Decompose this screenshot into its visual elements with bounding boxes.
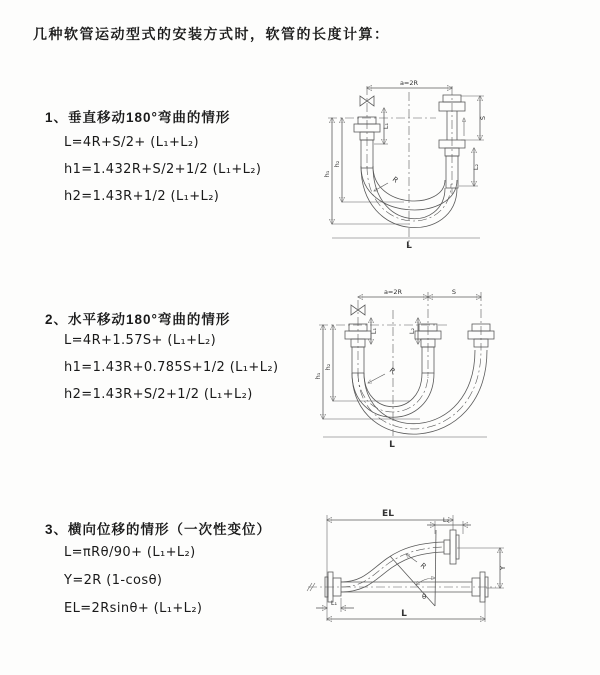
left-fitting	[345, 324, 371, 373]
section-1-heading: 1、垂直移动180°弯曲的情形	[45, 110, 231, 125]
formula-line: h2=1.43R+S/2+1/2 (L₁+L₂)	[64, 387, 253, 402]
dim-label-h1: h₁	[314, 372, 322, 380]
formula-line: h2=1.43R+1/2 (L₁+L₂)	[64, 189, 220, 204]
upper-right-flange	[444, 530, 459, 564]
dim-label-r: R	[390, 175, 400, 185]
dim-label-y: Y	[499, 565, 507, 571]
dimension-h2	[333, 325, 410, 401]
dim-label-s: S	[479, 115, 487, 121]
diagram-horizontal-180-bend	[310, 286, 600, 458]
dim-label-l2: L₂	[408, 327, 416, 335]
angle-label-theta: θ	[422, 593, 427, 601]
diagram-vertical-180-bend	[308, 76, 600, 262]
dim-label-l2: L₂	[472, 163, 480, 171]
radius-leader	[406, 554, 417, 562]
dim-label-el: EL	[382, 509, 394, 519]
dim-label-h2: h₂	[333, 160, 341, 168]
dim-label-r: R	[418, 561, 428, 571]
section-2-heading: 2、水平移动180°弯曲的情形	[45, 312, 231, 327]
formula-line: h1=1.432R+S/2+1/2 (L₁+L₂)	[64, 162, 262, 177]
dim-label-h2: h₂	[324, 363, 332, 371]
formula-line: Y=2R (1-cosθ)	[64, 573, 163, 588]
page-title: 几种软管运动型式的安装方式时，软管的长度计算：	[33, 26, 390, 42]
dim-label-r: R	[387, 366, 397, 376]
dim-label-l: L	[406, 241, 412, 251]
radius-leader	[368, 374, 385, 383]
centerlines	[328, 86, 452, 246]
diagram-lateral-displacement	[300, 502, 600, 660]
centerlines	[319, 292, 481, 436]
dim-label-a2r: a=2R	[399, 79, 419, 87]
formula-line: L=4R+1.57S+ (L₁+L₂)	[64, 333, 217, 348]
dim-label-l: L	[401, 609, 407, 619]
dim-label-h1: h₁	[323, 170, 331, 178]
hose-s-curve	[341, 542, 444, 592]
centerlines	[307, 583, 496, 591]
formula-line: EL=2Rsinθ+ (L₁+L₂)	[64, 601, 203, 616]
formula-line: L=πRθ/90+ (L₁+L₂)	[64, 545, 196, 560]
formula-line: L=4R+S/2+ (L₁+L₂)	[64, 135, 200, 150]
dim-label-l1: L₁	[370, 327, 378, 335]
radius-construction	[390, 530, 436, 606]
dim-label-l: L	[389, 440, 395, 450]
dim-label-a2r: a=2R	[383, 288, 403, 296]
section-3-heading: 3、横向位移的情形（一次性变位）	[45, 522, 272, 537]
dim-label-l2: L₂	[442, 516, 450, 524]
dim-label-l1: L₁	[330, 599, 338, 607]
dim-label-l1: L₁	[382, 122, 390, 130]
formula-line: h1=1.43R+0.785S+1/2 (L₁+L₂)	[64, 360, 279, 375]
hose-u-bend	[352, 350, 487, 434]
dim-label-s: S	[451, 288, 457, 296]
